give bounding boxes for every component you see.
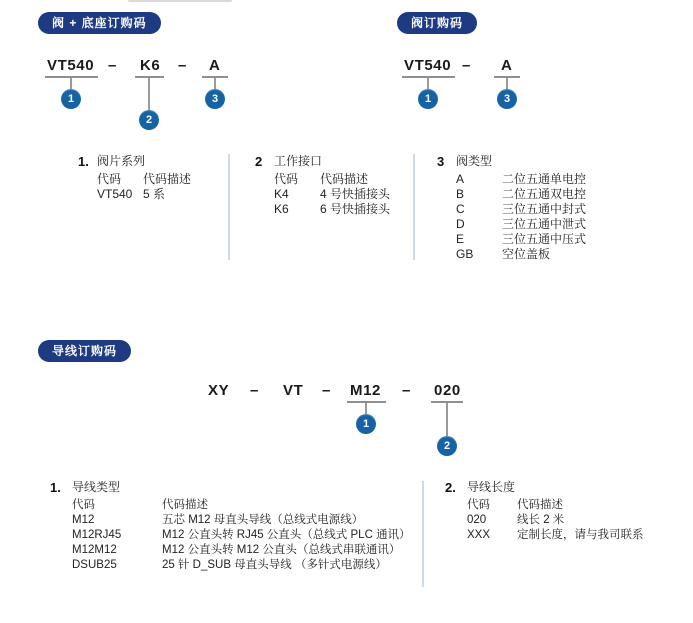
- cell-code: B: [456, 187, 465, 201]
- cell-desc: 6 号快插接头: [320, 202, 391, 216]
- wire-badge: 导线订购码: [38, 340, 131, 362]
- code-dash: –: [250, 382, 259, 399]
- code-dash: –: [462, 57, 471, 74]
- cell-code: 代码: [72, 499, 95, 511]
- cell-code: 代码: [467, 499, 490, 511]
- code-part-type: A: [209, 57, 221, 74]
- spec-column-valve-series: [78, 154, 191, 202]
- table-row: [72, 528, 411, 543]
- spec-header: [50, 480, 411, 495]
- spec-column-work-port: [255, 154, 390, 217]
- callout-line: [446, 403, 448, 436]
- table-row: [456, 232, 586, 247]
- callout-line: [214, 78, 216, 89]
- valve-base-badge: 阀 + 底座订购码: [38, 12, 161, 34]
- table-row: [274, 187, 390, 202]
- cell-code: E: [456, 232, 465, 246]
- marker-2: 2: [437, 436, 457, 456]
- cell-code: A: [456, 172, 465, 186]
- spec-title: 工作接口: [274, 154, 323, 168]
- column-divider: [422, 481, 424, 587]
- code-part-series: VT540: [47, 57, 95, 74]
- marker-3: 3: [205, 89, 225, 109]
- cell-code: M12M12: [72, 544, 117, 556]
- column-divider: [413, 154, 415, 260]
- table-row: [467, 528, 644, 543]
- spec-title: 阀类型: [456, 154, 493, 168]
- code-dash: –: [322, 382, 331, 399]
- table-row: [274, 172, 390, 187]
- callout-line: [148, 78, 150, 110]
- cell-code: XXX: [467, 529, 491, 541]
- marker-2: 2: [139, 110, 159, 130]
- cell-code: 020: [467, 514, 487, 526]
- spec-column-wire-type: [50, 480, 411, 573]
- code-part-wire-length: 020: [434, 382, 461, 399]
- marker-3: 3: [497, 89, 517, 109]
- cell-desc: 二位五通单电控: [502, 172, 587, 186]
- table-row: [456, 217, 586, 232]
- table-row: [97, 187, 191, 202]
- spec-number: 2.: [445, 480, 456, 495]
- table-row: [456, 202, 586, 217]
- cell-desc: 4 号快插接头: [320, 187, 391, 201]
- cell-desc: 25 针 D_SUB 母直头导线 （多针式电源线）: [162, 559, 387, 571]
- cell-code: 代码: [274, 172, 299, 186]
- spec-number: 3: [437, 154, 445, 169]
- table-row: [467, 513, 644, 528]
- code-dash: –: [402, 382, 411, 399]
- cell-desc: 五芯 M12 母直头导线（总线式电源线）: [162, 514, 364, 526]
- spec-column-wire-length: [445, 480, 644, 543]
- table-row: [72, 513, 411, 528]
- cell-desc: 二位五通双电控: [502, 187, 587, 201]
- spec-number: 2: [255, 154, 263, 169]
- cell-code: K6: [274, 202, 289, 216]
- cell-desc: 空位盖板: [502, 247, 551, 261]
- table-row: [72, 498, 411, 513]
- code-part-series: VT540: [404, 57, 452, 74]
- cell-code: GB: [456, 247, 474, 261]
- code-part-wire-type: M12: [350, 382, 381, 399]
- spec-column-valve-type: [437, 154, 586, 262]
- cell-desc: 代码描述: [162, 499, 208, 511]
- code-part-vt: VT: [283, 382, 304, 399]
- cell-desc: 三位五通中封式: [502, 202, 587, 216]
- code-part-type: A: [501, 57, 513, 74]
- cell-code: M12: [72, 514, 95, 526]
- cell-code: VT540: [97, 187, 133, 201]
- cell-code: K4: [274, 187, 289, 201]
- table-row: [97, 172, 191, 187]
- cell-desc: 定制长度，请与我司联系: [517, 529, 644, 541]
- cell-desc: 5 系: [143, 187, 166, 201]
- cell-code: DSUB25: [72, 559, 117, 571]
- cell-desc: 三位五通中泄式: [502, 217, 587, 231]
- cell-desc: M12 公直头转 RJ45 公直头（总线式 PLC 通讯）: [162, 529, 411, 541]
- marker-1: 1: [418, 89, 438, 109]
- table-row: [72, 543, 411, 558]
- code-part-xy: XY: [208, 382, 230, 399]
- callout-line: [70, 78, 72, 89]
- spec-header: [78, 154, 191, 169]
- cell-code: 代码: [97, 172, 122, 186]
- spec-header: [255, 154, 390, 169]
- spec-number: 1.: [50, 480, 61, 495]
- code-dash: –: [108, 57, 117, 74]
- cell-code: C: [456, 202, 465, 216]
- table-row: [456, 247, 586, 262]
- cell-desc: 三位五通中压式: [502, 232, 587, 246]
- spec-number: 1.: [78, 154, 89, 169]
- marker-1: 1: [61, 89, 81, 109]
- table-row: [72, 558, 411, 573]
- spec-header: [445, 480, 644, 495]
- table-row: [467, 498, 644, 513]
- table-row: [274, 202, 390, 217]
- callout-line: [427, 78, 429, 89]
- cell-desc: 代码描述: [320, 172, 369, 186]
- marker-1: 1: [356, 414, 376, 434]
- column-divider: [228, 154, 230, 260]
- code-part-port: K6: [140, 57, 161, 74]
- cropped-element-edge: [128, 0, 232, 2]
- valve-badge: 阀订购码: [397, 12, 477, 34]
- callout-line: [365, 403, 367, 414]
- cell-code: D: [456, 217, 465, 231]
- cell-desc: M12 公直头转 M12 公直头（总线式串联通讯）: [162, 544, 401, 556]
- cell-desc: 线长 2 米: [517, 514, 565, 526]
- cell-code: M12RJ45: [72, 529, 122, 541]
- table-row: [456, 172, 586, 187]
- spec-title: 导线类型: [72, 480, 121, 494]
- cell-desc: 代码描述: [517, 499, 563, 511]
- callout-line: [506, 78, 508, 89]
- code-dash: –: [178, 57, 187, 74]
- table-row: [456, 187, 586, 202]
- spec-title: 导线长度: [467, 480, 516, 494]
- spec-title: 阀片系列: [97, 154, 146, 168]
- spec-header: [437, 154, 586, 169]
- cell-desc: 代码描述: [143, 172, 192, 186]
